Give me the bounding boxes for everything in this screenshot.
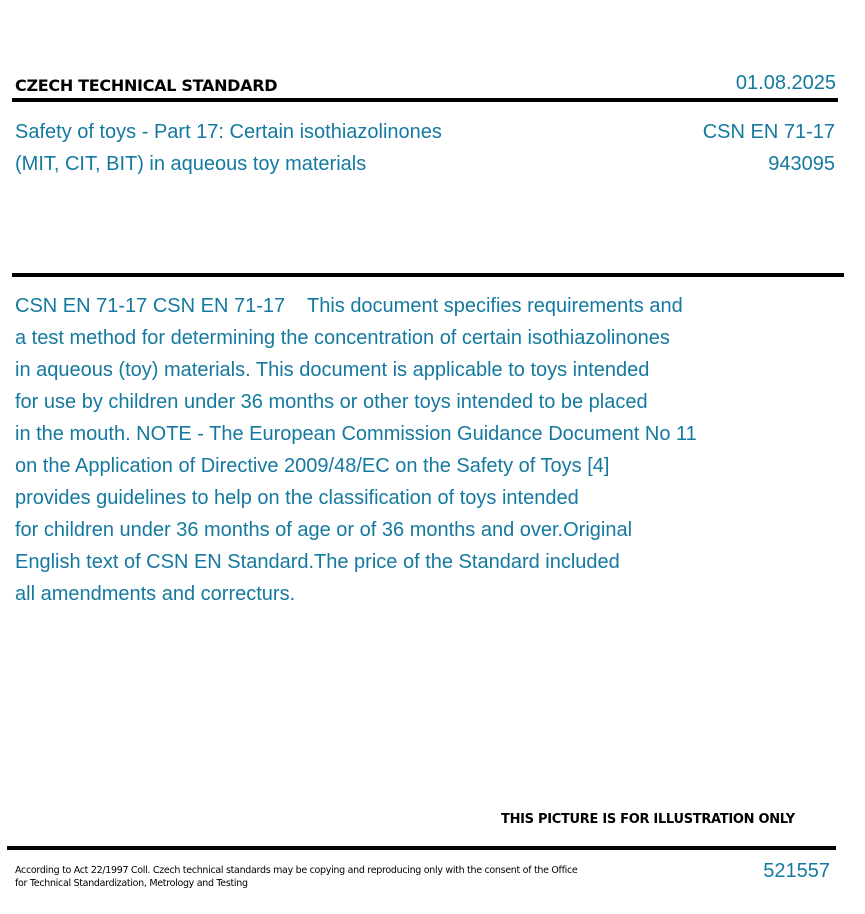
- section-divider: [12, 273, 844, 277]
- illustration-disclaimer: THIS PICTURE IS FOR ILLUSTRATION ONLY: [501, 812, 795, 827]
- header-divider: [12, 98, 838, 102]
- standard-title: [15, 116, 615, 180]
- abstract-line: for use by children under 36 months or other toys intended to be placed: [15, 391, 648, 413]
- document-id: 521557: [763, 860, 830, 882]
- catalog-number: 943095: [768, 153, 835, 175]
- abstract-line: on the Application of Directive 2009/48/EC on the Safety of Toys [4]: [15, 455, 610, 477]
- legal-notice-line: According to Act 22/1997 Coll. Czech technical standards may be copying and reproducing only with the consent of the Office: [15, 865, 578, 876]
- abstract-line: English text of CSN EN Standard.The price of the Standard included: [15, 551, 620, 573]
- abstract-text: [15, 290, 835, 610]
- legal-notice: [15, 864, 577, 890]
- abstract-line: in aqueous (toy) materials. This document is applicable to toys intended: [15, 359, 650, 381]
- abstract-line: for children under 36 months of age or of 36 months and over.Original: [15, 519, 633, 541]
- legal-notice-line: for Technical Standardization, Metrology and Testing: [15, 878, 248, 889]
- abstract-line: provides guidelines to help on the classification of toys intended: [15, 487, 579, 509]
- abstract-line: a test method for determining the concentration of certain isothiazolinones: [15, 327, 670, 349]
- abstract-line: CSN EN 71-17 CSN EN 71-17 This document specifies requirements and: [15, 295, 683, 317]
- standard-code: CSN EN 71-17: [702, 121, 835, 143]
- standard-meta: [703, 116, 835, 180]
- standard-title-line: (MIT, CIT, BIT) in aqueous toy materials: [15, 153, 367, 175]
- abstract-line: all amendments and correcturs.: [15, 583, 296, 605]
- standard-title-line: Safety of toys - Part 17: Certain isothiazolinones: [15, 121, 442, 143]
- document-header-organization: CZECH TECHNICAL STANDARD: [15, 76, 278, 95]
- abstract-line: in the mouth. NOTE - The European Commission Guidance Document No 11: [15, 423, 697, 445]
- publication-date: 01.08.2025: [735, 72, 836, 94]
- footer-divider: [7, 846, 836, 850]
